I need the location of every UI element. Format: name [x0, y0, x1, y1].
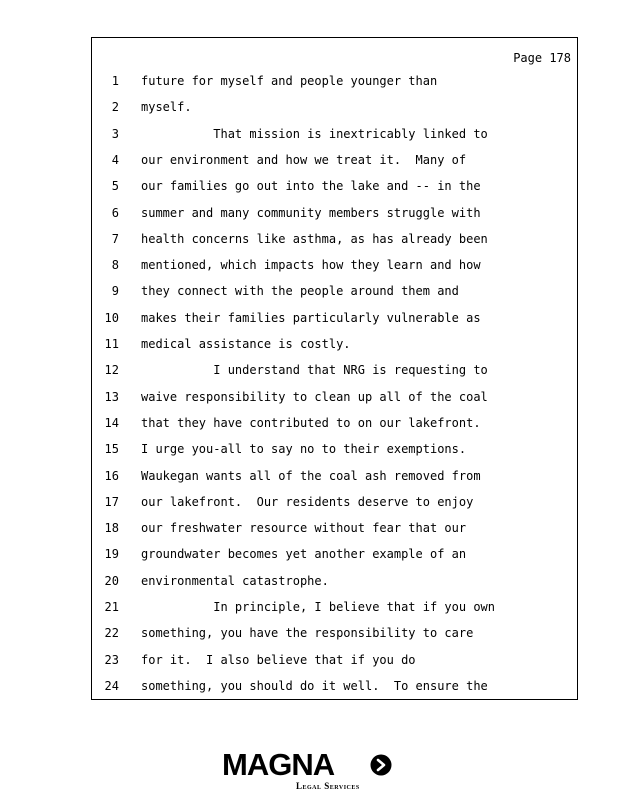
transcript-line: [92, 442, 579, 460]
line-text: they connect with the people around them and: [141, 284, 459, 299]
line-number: 16: [104, 468, 119, 483]
transcript-line: [92, 416, 579, 434]
line-text: our freshwater resource without fear that our: [141, 521, 467, 536]
transcript-line: [92, 521, 579, 539]
line-number: 20: [104, 573, 119, 588]
line-number: 12: [104, 363, 119, 378]
line-text: That mission is inextricably linked to: [141, 126, 488, 141]
transcript-line: [92, 232, 579, 250]
line-text: our lakefront. Our residents deserve to enjoy: [141, 494, 474, 509]
line-text: makes their families particularly vulnerable as: [141, 310, 481, 325]
line-text: groundwater becomes yet another example of an: [141, 547, 467, 562]
transcript-line: [92, 363, 579, 381]
line-number: 18: [104, 521, 119, 536]
line-text: medical assistance is costly.: [141, 337, 351, 351]
transcript-line: [92, 284, 579, 302]
transcript-line: [92, 311, 579, 329]
line-number: 23: [104, 652, 119, 667]
transcript-line: [92, 153, 579, 171]
transcript-line: [92, 469, 579, 487]
line-text: environmental catastrophe.: [141, 573, 329, 588]
line-text: summer and many community members struggle with: [141, 205, 481, 220]
line-number: 17: [104, 494, 119, 509]
line-text: that they have contributed to on our lakefront.: [141, 415, 481, 430]
line-number: 3: [111, 126, 119, 141]
transcript-line: [92, 547, 579, 565]
line-text: our families go out into the lake and -- in the: [141, 179, 481, 194]
line-number: 8: [111, 258, 119, 273]
line-number: 7: [111, 231, 119, 246]
transcript-line: [92, 179, 579, 197]
line-number: 21: [104, 600, 119, 614]
line-text: for it. I also believe that if you do: [141, 652, 416, 667]
line-number: 5: [111, 179, 119, 194]
line-number: 22: [104, 626, 119, 641]
line-number: 13: [104, 389, 119, 404]
transcript-line: [92, 679, 579, 697]
transcript-line: [92, 127, 579, 145]
line-number: 24: [104, 678, 119, 693]
logo-wordmark: MAGNA: [222, 747, 335, 782]
line-text: I understand that NRG is requesting to: [141, 363, 488, 378]
transcript-line: [92, 626, 579, 644]
line-number: 10: [104, 310, 119, 325]
transcript-line: [92, 206, 579, 224]
transcript-line: [92, 74, 579, 92]
line-text: waive responsibility to clean up all of the coal: [141, 389, 488, 404]
transcript-line: [92, 258, 579, 276]
line-number: 6: [111, 205, 119, 220]
magna-logo: [222, 748, 402, 794]
line-number: 1: [111, 74, 119, 88]
transcript-line: [92, 337, 579, 355]
line-text: something, you have the responsibility to care: [141, 626, 474, 641]
transcript-line: [92, 100, 579, 118]
line-text: future for myself and people younger than: [141, 74, 438, 88]
transcript-line: [92, 653, 579, 671]
line-text: something, you should do it well. To ensure the: [141, 678, 488, 693]
transcript-line: [92, 495, 579, 513]
line-number: 9: [111, 284, 119, 299]
arrow-circle-icon: [370, 754, 392, 776]
transcript-frame: [91, 37, 578, 700]
line-number: 15: [104, 442, 119, 457]
line-number: 2: [111, 100, 119, 115]
line-text: health concerns like asthma, as has already been: [141, 231, 488, 246]
line-number: 19: [104, 547, 119, 562]
line-text: I urge you-all to say no to their exemptions.: [141, 442, 467, 457]
transcript-line: [92, 574, 579, 592]
line-text: In principle, I believe that if you own: [141, 600, 496, 614]
transcript-line: [92, 390, 579, 408]
transcript-line: [92, 600, 579, 618]
logo-subtitle: Legal Services: [296, 781, 360, 791]
line-number: 4: [111, 152, 119, 167]
line-number: 14: [104, 415, 119, 430]
page-number: Page 178: [513, 51, 571, 65]
line-text: our environment and how we treat it. Many of: [141, 152, 467, 167]
line-text: mentioned, which impacts how they learn and how: [141, 258, 481, 273]
line-text: Waukegan wants all of the coal ash removed from: [141, 468, 481, 483]
line-text: myself.: [141, 100, 192, 115]
line-number: 11: [104, 337, 119, 351]
